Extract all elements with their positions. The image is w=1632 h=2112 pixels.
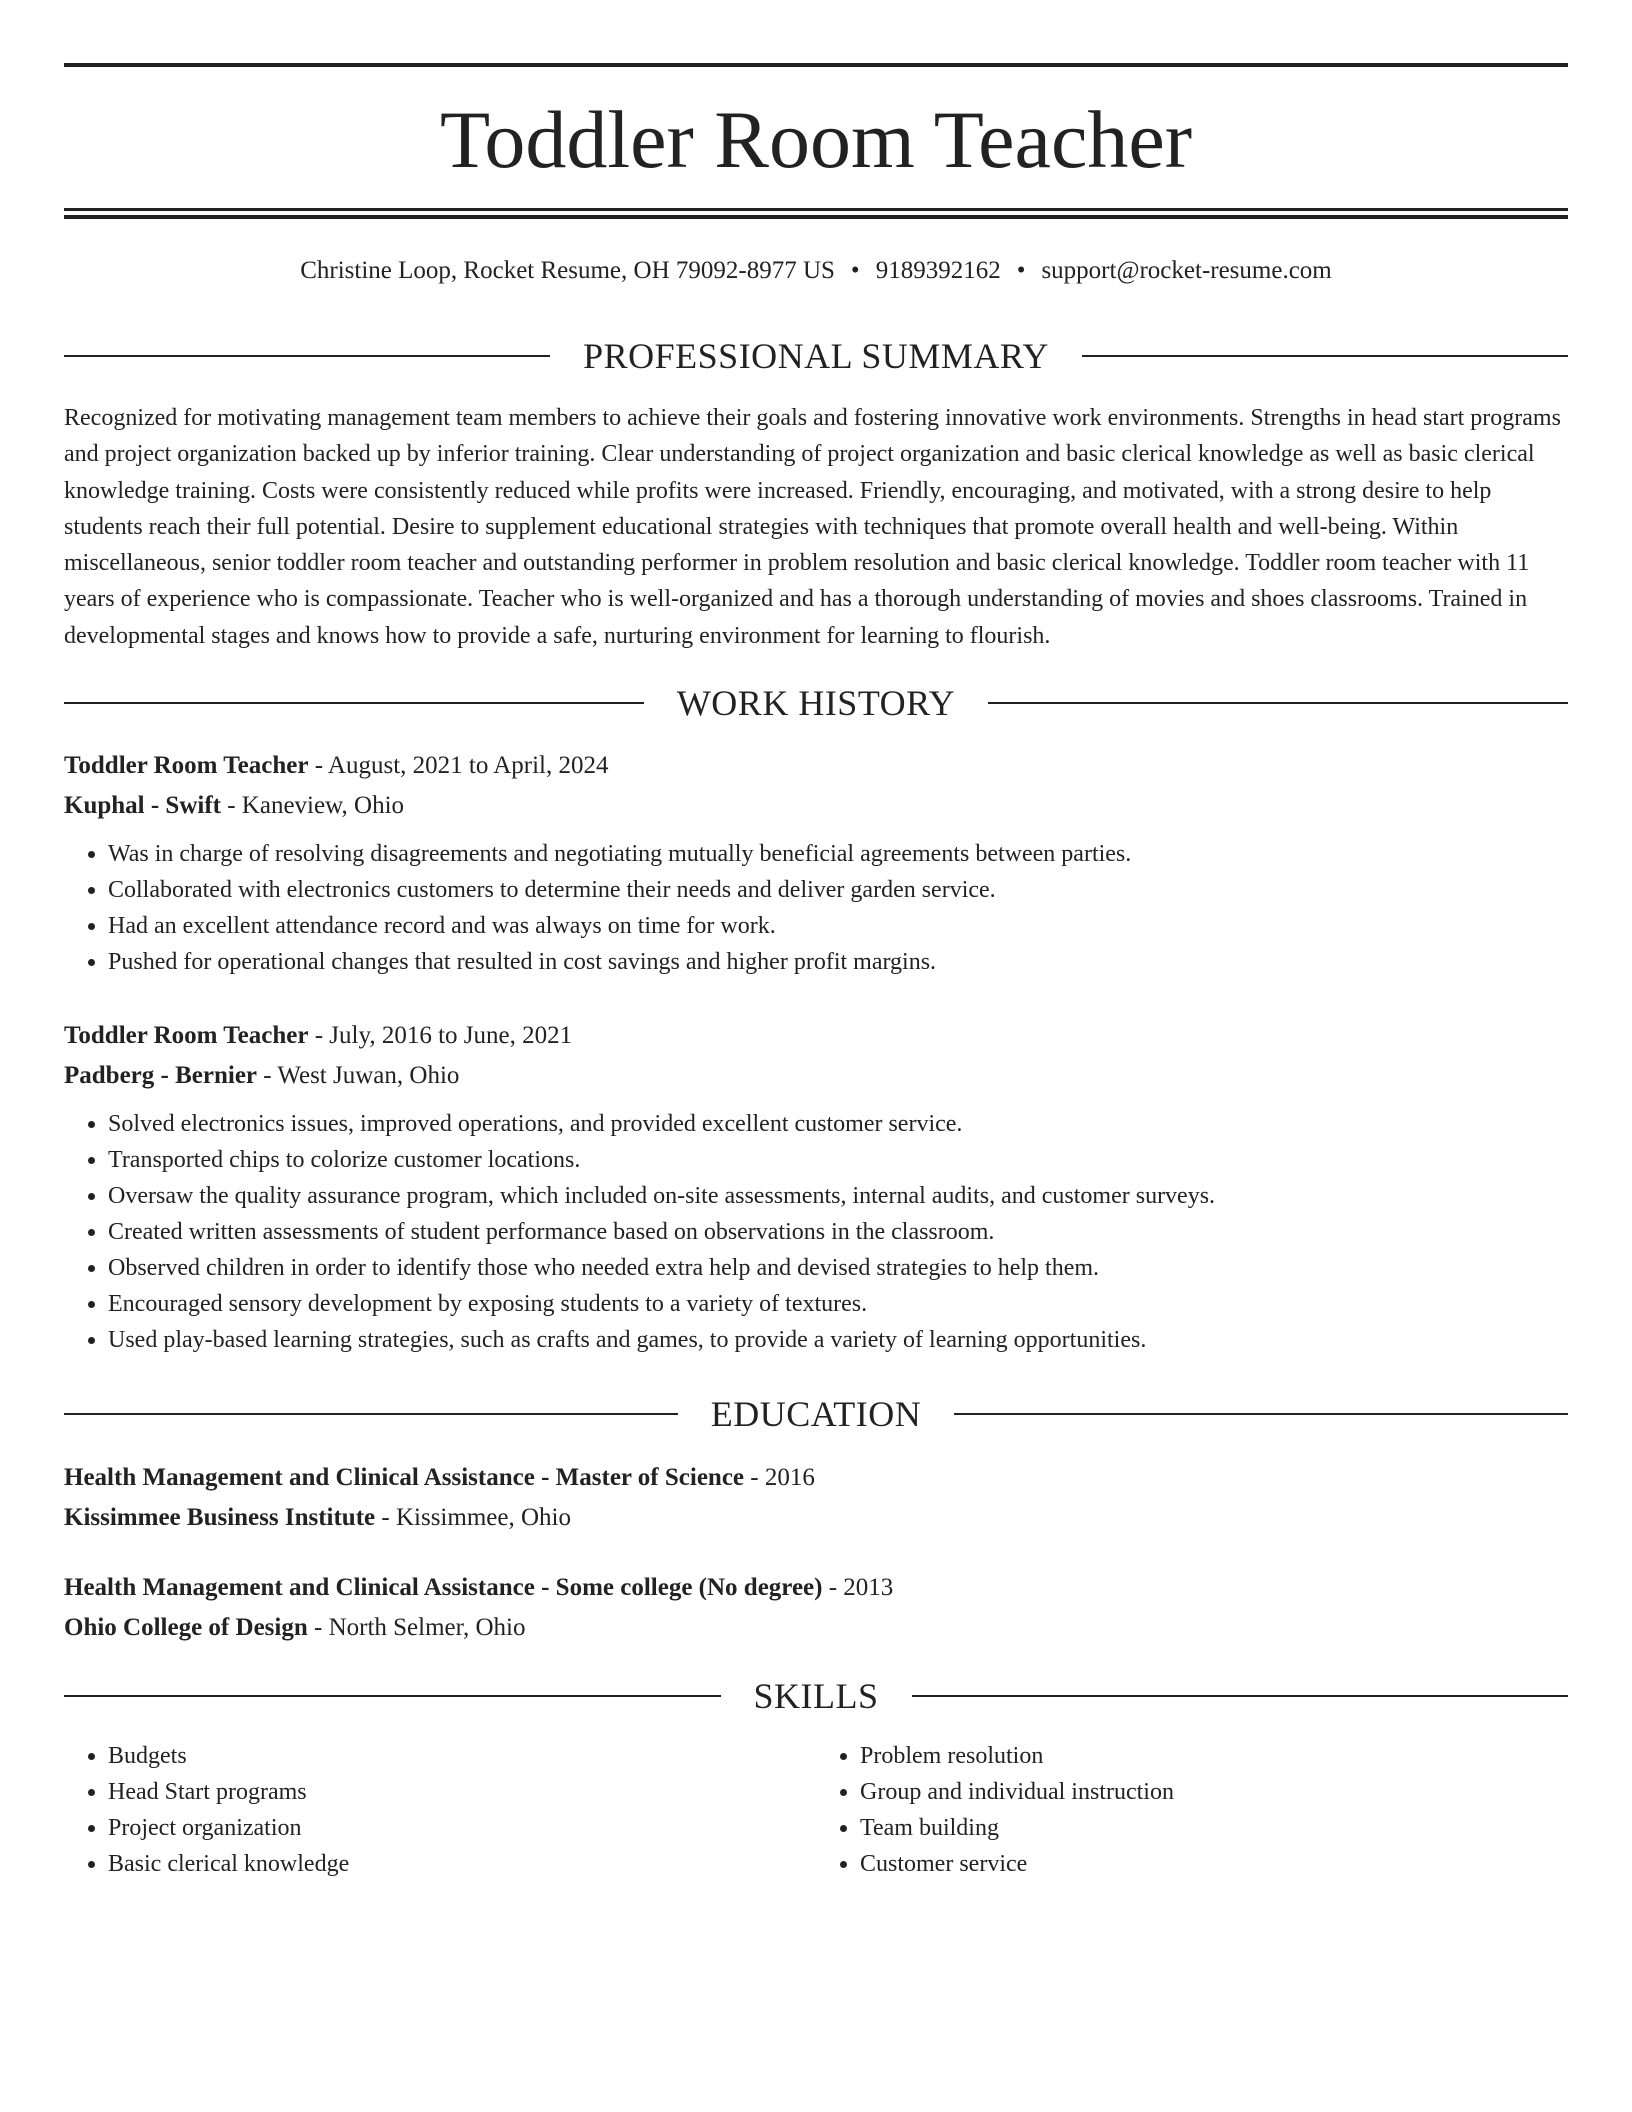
skills-column-left [64,1738,816,1882]
degree-name: Health Management and Clinical Assistance - Master of Science [64,1464,745,1491]
list-item: • Was in charge of resolving disagreements and negotiating mutually beneficial agreements between parties. [108,836,1568,872]
job-dates: - August, 2021 to April, 2024 [308,752,609,779]
list-item: • Transported chips to colorize customer locations. [108,1142,1568,1178]
list-item: • Pushed for operational changes that resulted in cost savings and higher profit margins. [108,944,1568,980]
list-item: • Budgets [108,1738,816,1774]
contact-address: Christine Loop, Rocket Resume, OH 79092-8977 US [300,257,835,284]
skills-column-right [816,1738,1568,1882]
work-entry-bullets [64,1106,1568,1358]
title-rule-upper [64,208,1568,211]
list-item: • Problem resolution [860,1738,1568,1774]
school-name: Kissimmee Business Institute [64,1504,376,1531]
top-rule [64,63,1568,67]
list-item: • Observed children in order to identify those who needed extra help and devised strategies to help them. [108,1250,1568,1286]
section-rule-left [64,1695,721,1697]
degree-year: - 2013 [822,1574,894,1601]
degree-name: Health Management and Clinical Assistance - Some college (No degree) [64,1574,823,1601]
list-item: • Team building [860,1810,1568,1846]
work-entry-heading [64,746,1568,786]
section-header-summary [64,334,1568,378]
list-item: • Oversaw the quality assurance program, which included on-site assessments, internal audits, and customer surveys. [108,1178,1568,1214]
company-location: - Kaneview, Ohio [220,792,405,819]
school-location: - Kissimmee, Ohio [375,1504,571,1531]
education-entry-school [64,1498,1568,1538]
education-entry-heading [64,1568,1568,1608]
degree-year: - 2016 [744,1464,815,1491]
list-item: • Head Start programs [108,1774,816,1810]
education-entry [64,1568,1568,1648]
list-item: • Project organization [108,1810,816,1846]
list-item: • Created written assessments of student performance based on observations in the classroom. [108,1214,1568,1250]
section-rule-left [64,355,550,357]
contact-separator: • [850,257,860,284]
skills-list [64,1738,1568,1882]
section-rule-left [64,1413,678,1415]
work-entry [64,1016,1568,1358]
work-entry [64,746,1568,980]
job-title: Toddler Room Teacher [64,752,309,779]
section-header-education [64,1392,1568,1436]
contact-line [64,254,1568,288]
section-header-skills [64,1674,1568,1718]
section-title-skills: SKILLS [753,1676,879,1716]
section-rule-left [64,702,644,704]
list-item: • Customer service [860,1846,1568,1882]
education-entry-school [64,1608,1568,1648]
education-entry-heading [64,1458,1568,1498]
work-entry-employer [64,786,1568,826]
list-item: • Used play-based learning strategies, such as crafts and games, to provide a variety of learning opportunities. [108,1322,1568,1358]
list-item: • Had an excellent attendance record and was always on time for work. [108,908,1568,944]
contact-separator: • [1016,257,1026,284]
section-title-work: WORK HISTORY [676,683,956,723]
school-location: - North Selmer, Ohio [307,1614,526,1641]
work-entry-bullets [64,836,1568,980]
contact-email: support@rocket-resume.com [1041,257,1332,284]
work-entry-employer [64,1056,1568,1096]
company-name: Padberg - Bernier [64,1062,258,1089]
company-location: - West Juwan, Ohio [257,1062,460,1089]
list-item: • Encouraged sensory development by exposing students to a variety of textures. [108,1286,1568,1322]
list-item: • Collaborated with electronics customers to determine their needs and deliver garden service. [108,872,1568,908]
section-rule-right [988,702,1568,704]
contact-phone: 9189392162 [875,257,1001,284]
title-rule-lower [64,215,1568,219]
school-name: Ohio College of Design [64,1614,308,1641]
job-title: Toddler Room Teacher [64,1022,309,1049]
section-header-work [64,681,1568,725]
company-name: Kuphal - Swift [64,792,221,819]
list-item: • Solved electronics issues, improved operations, and provided excellent customer service. [108,1106,1568,1142]
work-entry-heading [64,1016,1568,1056]
resume-title: Toddler Room Teacher [439,94,1193,185]
section-rule-right [954,1413,1568,1415]
summary-paragraph: Recognized for motivating management team members to achieve their goals and fostering innovative work environments. Strengths in head start programs and project organization backed up by inferior training. Clear understanding of project organization and basic clerical knowledge as well as basic clerical knowledge training. Costs were consistently reduced while profits were increased. Friendly, encouraging, and motivated, with a strong desire to help students reach their full potential. Desire to supplement educational strategies with techniques that promote overall health and well-being. Within miscellaneous, senior toddler room teacher and outstanding performer in problem resolution and basic clerical knowledge. Toddler room teacher with 11 years of experience who is compassionate. Teacher who is well-organized and has a thorough understanding of movies and shoes classrooms. Trained in developmental stages and knows how to provide a safe, nurturing environment for learning to flourish. [64,405,1561,649]
education-entry [64,1458,1568,1538]
section-rule-right [912,1695,1569,1697]
section-title-education: EDUCATION [710,1394,922,1434]
section-title-summary: PROFESSIONAL SUMMARY [583,336,1049,376]
list-item: • Basic clerical knowledge [108,1846,816,1882]
job-dates: - July, 2016 to June, 2021 [308,1022,573,1049]
list-item: • Group and individual instruction [860,1774,1568,1810]
section-rule-right [1082,355,1568,357]
